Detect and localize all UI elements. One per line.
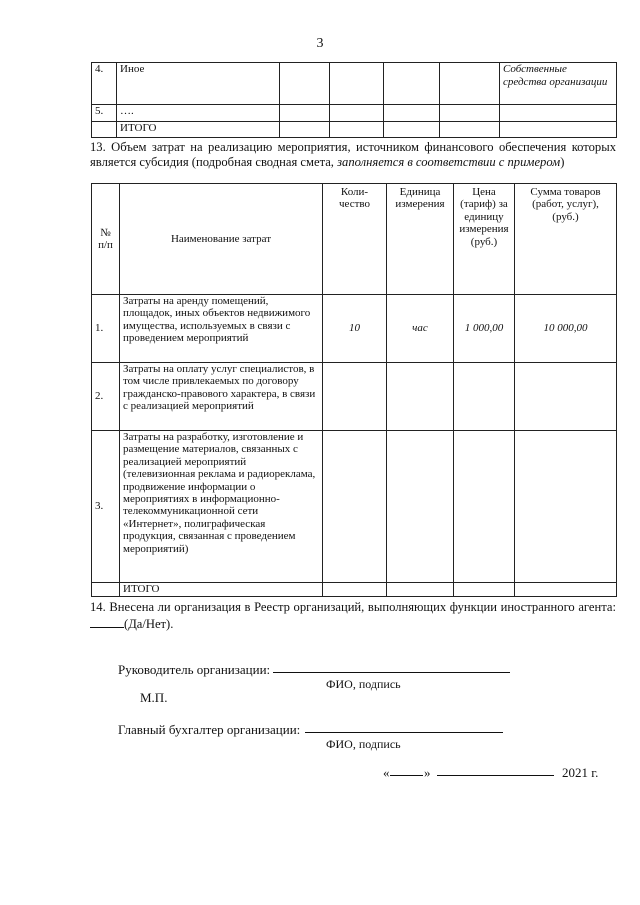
table-total-row [92, 583, 617, 597]
section-13-text: 13. Объем затрат на реализацию мероприятия, источником финансового обеспечения которых является субсидия (подробная сводная смета, заполняется в соответствии с примером) [90, 140, 616, 169]
head-signature-line[interactable] [273, 672, 510, 673]
accountant-label: Главный бухгалтер организации: [118, 722, 301, 737]
accountant-signature-line[interactable] [305, 732, 503, 733]
table-row [92, 295, 617, 363]
cost-price: 1 000,00 [454, 295, 515, 363]
row-number [92, 122, 117, 138]
agent-answer-field[interactable] [90, 615, 124, 628]
date-close-quote: » [424, 765, 431, 780]
table-row [92, 63, 617, 105]
cost-sum [515, 363, 617, 431]
cost-sum: 10 000,00 [515, 295, 617, 363]
row-number: 2. [92, 363, 120, 431]
cost-unit: час [387, 295, 454, 363]
cost-qty: 10 [323, 295, 387, 363]
table-row [92, 122, 617, 138]
cost-name: Затраты на аренду помещений, площадок, иных объектов недвижимого имущества, используемых в связи с проведением мероприятий [120, 295, 323, 363]
table-row [92, 105, 617, 122]
row-number: 4. [92, 63, 117, 105]
date-day-field[interactable] [390, 775, 423, 776]
table-header-row [92, 184, 617, 295]
table-row [92, 431, 617, 583]
cost-name: Затраты на оплату услуг специалистов, в том числе привлекаемых по договору гражданско-правового характера, в связи с реализацией мероприятий [120, 363, 323, 431]
header-num: № п/п [92, 184, 120, 295]
header-name: Наименование затрат [120, 184, 323, 295]
cost-qty [323, 431, 387, 583]
header-price: Цена (тариф) за единицу измерения (руб.) [454, 184, 515, 295]
table-row [92, 363, 617, 431]
row-label: …. [117, 105, 280, 122]
header-sum: Сумма товаров (работ, услуг), (руб.) [515, 184, 617, 295]
date-open-quote: « [383, 765, 390, 780]
cost-qty [323, 363, 387, 431]
date-month-field[interactable] [437, 775, 554, 776]
section-14-text: 14. Внесена ли организация в Реестр организаций, выполняющих функции иностранного агента: (Да/Нет). [90, 600, 616, 631]
fio-caption: ФИО, подпись [326, 677, 401, 691]
cost-unit [387, 363, 454, 431]
cost-sum [515, 431, 617, 583]
cost-unit [387, 431, 454, 583]
header-qty: Коли-чество [323, 184, 387, 295]
header-unit: Единица измерения [387, 184, 454, 295]
row-label: Иное [117, 63, 280, 105]
row-number: 5. [92, 105, 117, 122]
page-number: 3 [316, 36, 324, 51]
total-label: ИТОГО [120, 583, 323, 597]
row-number: 1. [92, 295, 120, 363]
sources-table [91, 62, 617, 138]
cost-name: Затраты на разработку, изготовление и размещение материалов, связанных с реализацией мероприятий (телевизионная реклама и радиореклама, продвижение информации о мероприятиях в информационно-телекоммуникационной сети «Интернет», полиграфическая продукция, связанная с проведением мероприятий) [120, 431, 323, 583]
head-label: Руководитель организации: [118, 662, 271, 677]
row-label: ИТОГО [117, 122, 280, 138]
cost-price [454, 363, 515, 431]
row-number: 3. [92, 431, 120, 583]
cost-price [454, 431, 515, 583]
date-year: 2021 г. [562, 765, 599, 780]
cost-table [91, 183, 617, 597]
stamp-placeholder: М.П. [140, 690, 168, 705]
funding-note: Собственные средства организации [500, 63, 617, 105]
fio-caption: ФИО, подпись [326, 737, 401, 751]
